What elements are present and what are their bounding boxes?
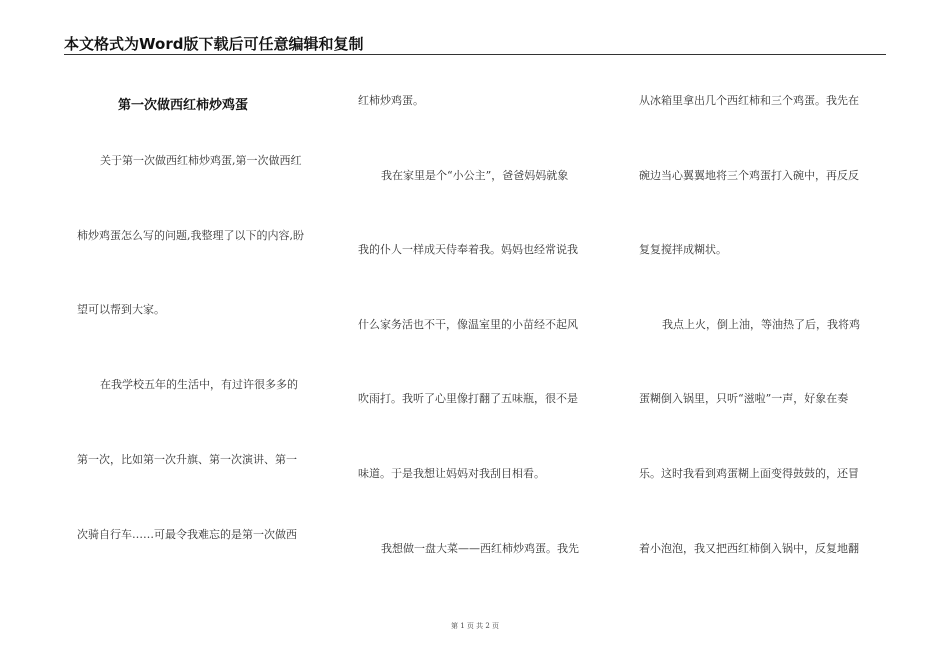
column-1-line: 第一次，比如第一次升旗、第一次演讲、第一 xyxy=(77,453,297,466)
column-1-line: 柿炒鸡蛋怎么写的问题,我整理了以下的内容,盼 xyxy=(77,229,304,242)
column-2-line: 红柿炒鸡蛋。 xyxy=(358,94,424,107)
column-3-line: 着小泡泡，我又把西红柿倒入锅中，反复地翻 xyxy=(639,542,859,555)
column-1-line: 关于第一次做西红柿炒鸡蛋,第一次做西红 xyxy=(100,154,302,167)
article-title: 第一次做西红柿炒鸡蛋 xyxy=(118,98,249,113)
column-1-line: 次骑自行车……可最令我难忘的是第一次做西 xyxy=(77,528,297,541)
column-2-line: 我想做一盘大菜——西红柿炒鸡蛋。我先 xyxy=(381,542,579,555)
column-2-line: 味道。于是我想让妈妈对我刮目相看。 xyxy=(358,467,545,480)
column-3-line: 从冰箱里拿出几个西红柿和三个鸡蛋。我先在 xyxy=(639,94,859,107)
page-number-footer: 第 1 页 共 2 页 xyxy=(450,622,500,630)
header-divider xyxy=(64,54,886,55)
column-1-line: 望可以帮到大家。 xyxy=(77,303,165,316)
column-3-line: 碗边当心翼翼地将三个鸡蛋打入碗中，再反反 xyxy=(639,169,859,182)
column-2-line: 我的仆人一样成天侍奉着我。妈妈也经常说我 xyxy=(358,243,578,256)
column-3-line: 蛋糊倒入锅里，只听“滋啦”一声，好象在奏 xyxy=(639,392,849,405)
column-2-line: 吹雨打。我听了心里像打翻了五味瓶，很不是 xyxy=(358,392,578,405)
column-3-line: 复复搅拌成糊状。 xyxy=(639,243,727,256)
column-3-line: 我点上火，倒上油，等油热了后，我将鸡 xyxy=(662,318,860,331)
column-3-line: 乐。这时我看到鸡蛋糊上面变得鼓鼓的，还冒 xyxy=(639,467,859,480)
document-header-title: 本文格式为Word版下载后可任意编辑和复制 xyxy=(64,35,364,53)
column-2-line: 我在家里是个“小公主”，爸爸妈妈就象 xyxy=(381,169,569,182)
column-2-line: 什么家务活也不干，像温室里的小苗经不起风 xyxy=(358,318,578,331)
column-1-line: 在我学校五年的生活中，有过许很多多的 xyxy=(100,378,298,391)
